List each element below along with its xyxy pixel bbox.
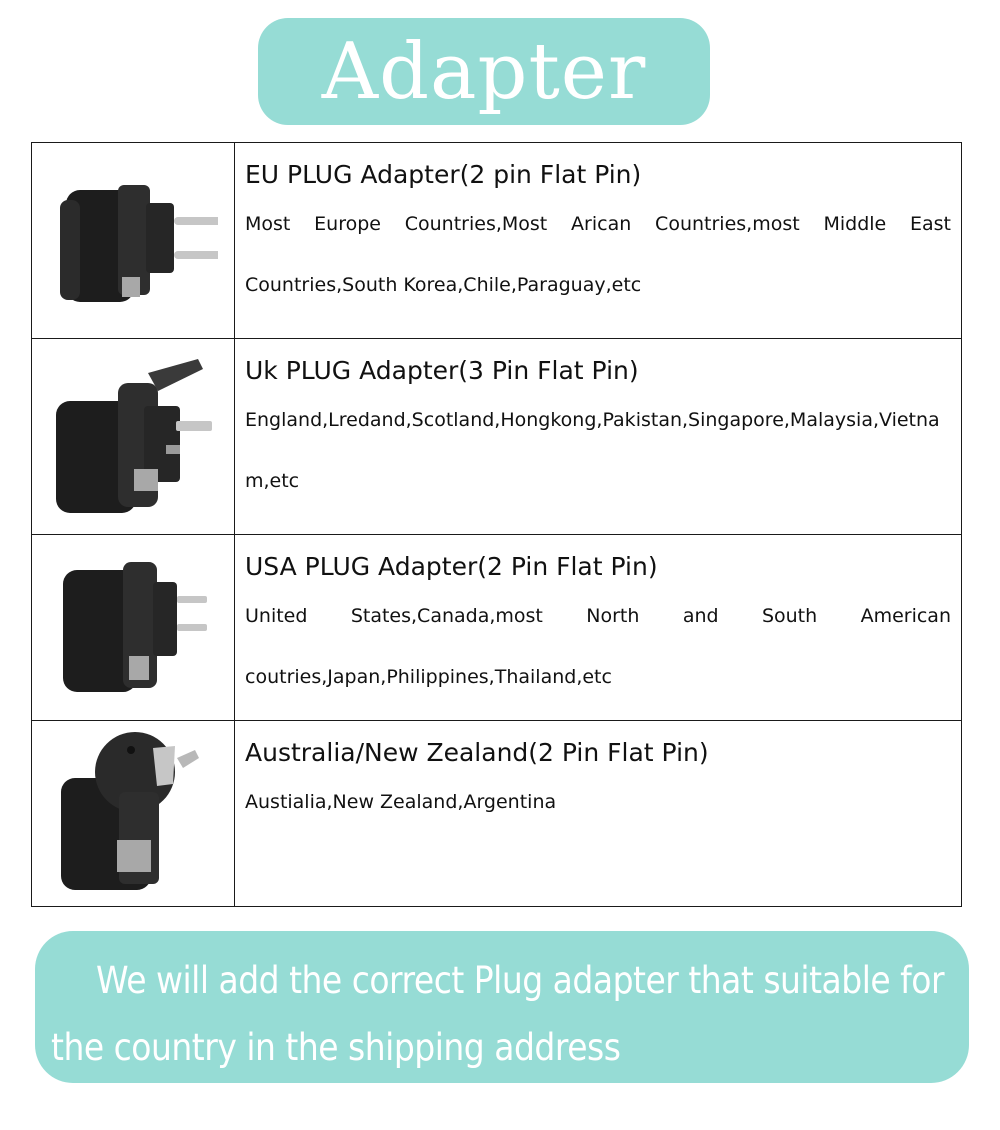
- shipping-note-banner: [35, 931, 969, 1083]
- au-plug-adapter-icon: [53, 728, 213, 898]
- row-description: Austialia,New Zealand,Argentina: [245, 791, 557, 814]
- adapter-table: [31, 142, 962, 907]
- table-row-eu: [32, 143, 962, 339]
- usa-plug-adapter-icon: [53, 552, 213, 702]
- title-banner: [258, 18, 710, 125]
- text-cell: [235, 721, 962, 907]
- row-description: United States,Canada,most North and South American coutries,Japan,Philippines,Thailand,etc: [245, 605, 951, 689]
- table-row-au: [32, 721, 962, 907]
- table-row-usa: [32, 535, 962, 721]
- row-title: EU PLUG Adapter(2 pin Flat Pin): [245, 160, 642, 189]
- eu-plug-adapter-icon: [48, 165, 218, 315]
- text-cell: [235, 143, 962, 339]
- uk-plug-adapter-icon: [48, 351, 218, 521]
- table-row-uk: [32, 339, 962, 535]
- row-title: Australia/New Zealand(2 Pin Flat Pin): [245, 738, 709, 767]
- row-description: Most Europe Countries,Most Arican Countries,most Middle East Countries,South Korea,Chile,Paraguay,etc: [245, 213, 951, 297]
- image-cell: [32, 339, 235, 535]
- page-title: Adapter: [321, 26, 647, 117]
- text-cell: [235, 339, 962, 535]
- row-title: Uk PLUG Adapter(3 Pin Flat Pin): [245, 356, 639, 385]
- text-cell: [235, 535, 962, 721]
- image-cell: [32, 143, 235, 339]
- image-cell: [32, 535, 235, 721]
- shipping-note: We will add the correct Plug adapter that suitable for the country in the shipping address: [51, 958, 945, 1070]
- image-cell: [32, 721, 235, 907]
- row-title: USA PLUG Adapter(2 Pin Flat Pin): [245, 552, 658, 581]
- row-description: England,Lredand,Scotland,Hongkong,Pakistan,Singapore,Malaysia,Vietnam,etc: [245, 409, 940, 493]
